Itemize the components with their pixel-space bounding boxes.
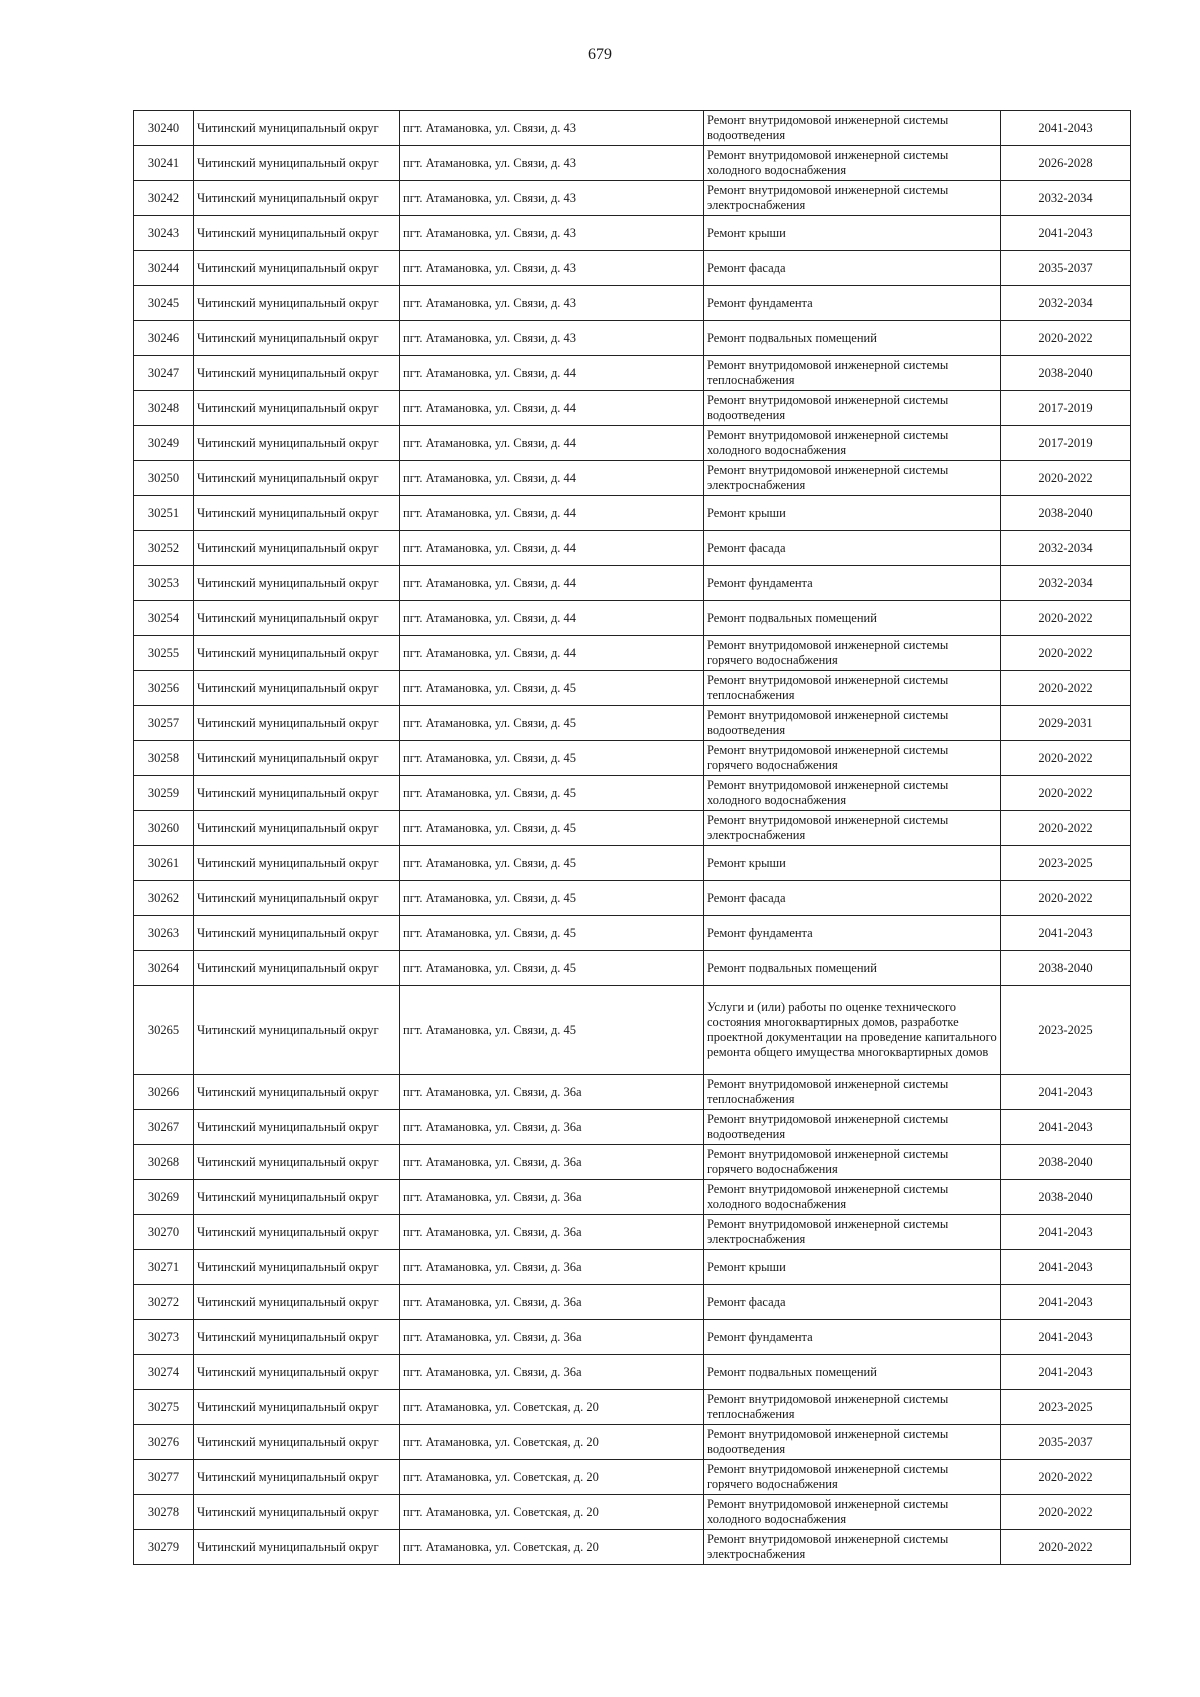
table-row (134, 1425, 1131, 1460)
table-row (134, 776, 1131, 811)
address-cell: пгт. Атамановка, ул. Связи, д. 45 (400, 706, 704, 741)
table-row (134, 1530, 1131, 1565)
row-number: 30253 (134, 566, 194, 601)
municipality-cell: Читинский муниципальный округ (194, 986, 400, 1075)
row-number: 30241 (134, 146, 194, 181)
address-cell: пгт. Атамановка, ул. Связи, д. 45 (400, 916, 704, 951)
work-type-cell: Ремонт внутридомовой инженерной системы водоотведения (704, 706, 1001, 741)
work-type-cell: Ремонт крыши (704, 846, 1001, 881)
table-row (134, 461, 1131, 496)
row-number: 30275 (134, 1390, 194, 1425)
row-number: 30273 (134, 1320, 194, 1355)
period-cell: 2026-2028 (1001, 146, 1131, 181)
period-cell: 2020-2022 (1001, 811, 1131, 846)
municipality-cell: Читинский муниципальный округ (194, 356, 400, 391)
municipality-cell: Читинский муниципальный округ (194, 741, 400, 776)
work-type-cell: Ремонт внутридомовой инженерной системы холодного водоснабжения (704, 1495, 1001, 1530)
row-number: 30272 (134, 1285, 194, 1320)
work-type-cell: Ремонт подвальных помещений (704, 321, 1001, 356)
address-cell: пгт. Атамановка, ул. Связи, д. 43 (400, 286, 704, 321)
municipality-cell: Читинский муниципальный округ (194, 1110, 400, 1145)
period-cell: 2041-2043 (1001, 1285, 1131, 1320)
work-type-cell: Ремонт внутридомовой инженерной системы холодного водоснабжения (704, 776, 1001, 811)
work-type-cell: Ремонт внутридомовой инженерной системы водоотведения (704, 1425, 1001, 1460)
period-cell: 2041-2043 (1001, 1250, 1131, 1285)
municipality-cell: Читинский муниципальный округ (194, 181, 400, 216)
row-number: 30252 (134, 531, 194, 566)
table-row (134, 1145, 1131, 1180)
table-row (134, 496, 1131, 531)
period-cell: 2032-2034 (1001, 286, 1131, 321)
row-number: 30265 (134, 986, 194, 1075)
period-cell: 2020-2022 (1001, 461, 1131, 496)
address-cell: пгт. Атамановка, ул. Советская, д. 20 (400, 1495, 704, 1530)
work-type-cell: Ремонт фундамента (704, 916, 1001, 951)
table-row (134, 846, 1131, 881)
address-cell: пгт. Атамановка, ул. Советская, д. 20 (400, 1425, 704, 1460)
row-number: 30255 (134, 636, 194, 671)
work-type-cell: Ремонт внутридомовой инженерной системы водоотведения (704, 391, 1001, 426)
period-cell: 2020-2022 (1001, 881, 1131, 916)
table-row (134, 1320, 1131, 1355)
work-type-cell: Ремонт внутридомовой инженерной системы теплоснабжения (704, 1075, 1001, 1110)
row-number: 30277 (134, 1460, 194, 1495)
row-number: 30269 (134, 1180, 194, 1215)
period-cell: 2041-2043 (1001, 1355, 1131, 1390)
address-cell: пгт. Атамановка, ул. Связи, д. 36а (400, 1355, 704, 1390)
row-number: 30260 (134, 811, 194, 846)
row-number: 30268 (134, 1145, 194, 1180)
row-number: 30263 (134, 916, 194, 951)
work-type-cell: Ремонт внутридомовой инженерной системы горячего водоснабжения (704, 741, 1001, 776)
address-cell: пгт. Атамановка, ул. Связи, д. 45 (400, 986, 704, 1075)
municipality-cell: Читинский муниципальный округ (194, 916, 400, 951)
address-cell: пгт. Атамановка, ул. Связи, д. 45 (400, 846, 704, 881)
address-cell: пгт. Атамановка, ул. Связи, д. 44 (400, 391, 704, 426)
address-cell: пгт. Атамановка, ул. Связи, д. 44 (400, 426, 704, 461)
row-number: 30266 (134, 1075, 194, 1110)
row-number: 30279 (134, 1530, 194, 1565)
municipality-cell: Читинский муниципальный округ (194, 811, 400, 846)
period-cell: 2035-2037 (1001, 1425, 1131, 1460)
address-cell: пгт. Атамановка, ул. Связи, д. 36а (400, 1180, 704, 1215)
period-cell: 2023-2025 (1001, 846, 1131, 881)
municipality-cell: Читинский муниципальный округ (194, 566, 400, 601)
page-number: 679 (588, 46, 612, 63)
row-number: 30278 (134, 1495, 194, 1530)
address-cell: пгт. Атамановка, ул. Связи, д. 43 (400, 321, 704, 356)
table-row (134, 881, 1131, 916)
municipality-cell: Читинский муниципальный округ (194, 1250, 400, 1285)
row-number: 30251 (134, 496, 194, 531)
row-number: 30244 (134, 251, 194, 286)
period-cell: 2020-2022 (1001, 1530, 1131, 1565)
table-row (134, 286, 1131, 321)
table-row (134, 531, 1131, 566)
row-number: 30249 (134, 426, 194, 461)
period-cell: 2017-2019 (1001, 426, 1131, 461)
row-number: 30274 (134, 1355, 194, 1390)
municipality-cell: Читинский муниципальный округ (194, 496, 400, 531)
municipality-cell: Читинский муниципальный округ (194, 951, 400, 986)
row-number: 30242 (134, 181, 194, 216)
row-number: 30248 (134, 391, 194, 426)
address-cell: пгт. Атамановка, ул. Связи, д. 44 (400, 356, 704, 391)
table-row (134, 1110, 1131, 1145)
municipality-cell: Читинский муниципальный округ (194, 1390, 400, 1425)
address-cell: пгт. Атамановка, ул. Связи, д. 36а (400, 1215, 704, 1250)
address-cell: пгт. Атамановка, ул. Связи, д. 36а (400, 1285, 704, 1320)
municipality-cell: Читинский муниципальный округ (194, 286, 400, 321)
period-cell: 2038-2040 (1001, 951, 1131, 986)
work-type-cell: Ремонт внутридомовой инженерной системы водоотведения (704, 111, 1001, 146)
period-cell: 2020-2022 (1001, 1495, 1131, 1530)
work-type-cell: Ремонт крыши (704, 1250, 1001, 1285)
table-row (134, 601, 1131, 636)
period-cell: 2035-2037 (1001, 251, 1131, 286)
municipality-cell: Читинский муниципальный округ (194, 1145, 400, 1180)
work-type-cell: Ремонт внутридомовой инженерной системы электроснабжения (704, 1215, 1001, 1250)
address-cell: пгт. Атамановка, ул. Связи, д. 45 (400, 881, 704, 916)
municipality-cell: Читинский муниципальный округ (194, 776, 400, 811)
address-cell: пгт. Атамановка, ул. Связи, д. 43 (400, 146, 704, 181)
repair-schedule-table (133, 110, 1131, 1565)
table-row (134, 1495, 1131, 1530)
row-number: 30267 (134, 1110, 194, 1145)
address-cell: пгт. Атамановка, ул. Связи, д. 44 (400, 531, 704, 566)
municipality-cell: Читинский муниципальный округ (194, 1460, 400, 1495)
work-type-cell: Ремонт внутридомовой инженерной системы холодного водоснабжения (704, 426, 1001, 461)
work-type-cell: Ремонт фасада (704, 251, 1001, 286)
row-number: 30261 (134, 846, 194, 881)
row-number: 30276 (134, 1425, 194, 1460)
work-type-cell: Ремонт фундамента (704, 286, 1001, 321)
address-cell: пгт. Атамановка, ул. Связи, д. 45 (400, 811, 704, 846)
row-number: 30247 (134, 356, 194, 391)
work-type-cell: Ремонт внутридомовой инженерной системы теплоснабжения (704, 1390, 1001, 1425)
address-cell: пгт. Атамановка, ул. Связи, д. 45 (400, 741, 704, 776)
period-cell: 2038-2040 (1001, 1180, 1131, 1215)
row-number: 30245 (134, 286, 194, 321)
work-type-cell: Ремонт внутридомовой инженерной системы холодного водоснабжения (704, 1180, 1001, 1215)
period-cell: 2020-2022 (1001, 601, 1131, 636)
address-cell: пгт. Атамановка, ул. Советская, д. 20 (400, 1390, 704, 1425)
row-number: 30254 (134, 601, 194, 636)
period-cell: 2032-2034 (1001, 181, 1131, 216)
work-type-cell: Ремонт фасада (704, 531, 1001, 566)
table-row (134, 391, 1131, 426)
period-cell: 2041-2043 (1001, 1215, 1131, 1250)
work-type-cell: Ремонт внутридомовой инженерной системы электроснабжения (704, 1530, 1001, 1565)
address-cell: пгт. Атамановка, ул. Связи, д. 36а (400, 1250, 704, 1285)
work-type-cell: Ремонт внутридомовой инженерной системы горячего водоснабжения (704, 636, 1001, 671)
municipality-cell: Читинский муниципальный округ (194, 706, 400, 741)
address-cell: пгт. Атамановка, ул. Связи, д. 44 (400, 461, 704, 496)
period-cell: 2041-2043 (1001, 1075, 1131, 1110)
table-row (134, 146, 1131, 181)
address-cell: пгт. Атамановка, ул. Связи, д. 36а (400, 1110, 704, 1145)
address-cell: пгт. Атамановка, ул. Связи, д. 36а (400, 1320, 704, 1355)
period-cell: 2041-2043 (1001, 216, 1131, 251)
row-number: 30257 (134, 706, 194, 741)
work-type-cell: Ремонт крыши (704, 216, 1001, 251)
municipality-cell: Читинский муниципальный округ (194, 216, 400, 251)
table-row (134, 1180, 1131, 1215)
address-cell: пгт. Атамановка, ул. Связи, д. 43 (400, 181, 704, 216)
work-type-cell: Ремонт внутридомовой инженерной системы теплоснабжения (704, 671, 1001, 706)
row-number: 30264 (134, 951, 194, 986)
period-cell: 2020-2022 (1001, 636, 1131, 671)
work-type-cell: Ремонт внутридомовой инженерной системы теплоснабжения (704, 356, 1001, 391)
municipality-cell: Читинский муниципальный округ (194, 846, 400, 881)
municipality-cell: Читинский муниципальный округ (194, 1425, 400, 1460)
table-row (134, 916, 1131, 951)
municipality-cell: Читинский муниципальный округ (194, 1285, 400, 1320)
address-cell: пгт. Атамановка, ул. Связи, д. 44 (400, 496, 704, 531)
municipality-cell: Читинский муниципальный округ (194, 461, 400, 496)
period-cell: 2023-2025 (1001, 1390, 1131, 1425)
table-row (134, 741, 1131, 776)
work-type-cell: Ремонт крыши (704, 496, 1001, 531)
municipality-cell: Читинский муниципальный округ (194, 1495, 400, 1530)
address-cell: пгт. Атамановка, ул. Советская, д. 20 (400, 1460, 704, 1495)
municipality-cell: Читинский муниципальный округ (194, 146, 400, 181)
address-cell: пгт. Атамановка, ул. Связи, д. 45 (400, 776, 704, 811)
row-number: 30246 (134, 321, 194, 356)
address-cell: пгт. Атамановка, ул. Связи, д. 43 (400, 251, 704, 286)
period-cell: 2023-2025 (1001, 986, 1131, 1075)
table-row (134, 1250, 1131, 1285)
table-row (134, 1285, 1131, 1320)
table-row (134, 566, 1131, 601)
work-type-cell: Ремонт внутридомовой инженерной системы холодного водоснабжения (704, 146, 1001, 181)
municipality-cell: Читинский муниципальный округ (194, 531, 400, 566)
table-row (134, 671, 1131, 706)
address-cell: пгт. Атамановка, ул. Связи, д. 45 (400, 951, 704, 986)
address-cell: пгт. Атамановка, ул. Связи, д. 45 (400, 671, 704, 706)
municipality-cell: Читинский муниципальный округ (194, 1180, 400, 1215)
municipality-cell: Читинский муниципальный округ (194, 1320, 400, 1355)
work-type-cell: Ремонт подвальных помещений (704, 1355, 1001, 1390)
period-cell: 2017-2019 (1001, 391, 1131, 426)
period-cell: 2041-2043 (1001, 111, 1131, 146)
table-row (134, 986, 1131, 1075)
municipality-cell: Читинский муниципальный округ (194, 636, 400, 671)
period-cell: 2029-2031 (1001, 706, 1131, 741)
work-type-cell: Ремонт фундамента (704, 566, 1001, 601)
municipality-cell: Читинский муниципальный округ (194, 111, 400, 146)
period-cell: 2020-2022 (1001, 1460, 1131, 1495)
municipality-cell: Читинский муниципальный округ (194, 601, 400, 636)
period-cell: 2020-2022 (1001, 776, 1131, 811)
work-type-cell: Ремонт внутридомовой инженерной системы электроснабжения (704, 811, 1001, 846)
table-row (134, 181, 1131, 216)
address-cell: пгт. Атамановка, ул. Связи, д. 43 (400, 216, 704, 251)
period-cell: 2041-2043 (1001, 916, 1131, 951)
period-cell: 2038-2040 (1001, 356, 1131, 391)
table-row (134, 811, 1131, 846)
period-cell: 2032-2034 (1001, 566, 1131, 601)
row-number: 30243 (134, 216, 194, 251)
table-row (134, 706, 1131, 741)
address-cell: пгт. Атамановка, ул. Связи, д. 36а (400, 1145, 704, 1180)
address-cell: пгт. Атамановка, ул. Связи, д. 43 (400, 111, 704, 146)
address-cell: пгт. Атамановка, ул. Связи, д. 44 (400, 566, 704, 601)
municipality-cell: Читинский муниципальный округ (194, 1530, 400, 1565)
row-number: 30256 (134, 671, 194, 706)
address-cell: пгт. Атамановка, ул. Связи, д. 36а (400, 1075, 704, 1110)
table-row (134, 111, 1131, 146)
table-row (134, 951, 1131, 986)
period-cell: 2038-2040 (1001, 1145, 1131, 1180)
municipality-cell: Читинский муниципальный округ (194, 671, 400, 706)
table-row (134, 636, 1131, 671)
table-row (134, 356, 1131, 391)
municipality-cell: Читинский муниципальный округ (194, 881, 400, 916)
period-cell: 2020-2022 (1001, 671, 1131, 706)
work-type-cell: Ремонт внутридомовой инженерной системы водоотведения (704, 1110, 1001, 1145)
row-number: 30259 (134, 776, 194, 811)
row-number: 30262 (134, 881, 194, 916)
period-cell: 2032-2034 (1001, 531, 1131, 566)
address-cell: пгт. Атамановка, ул. Советская, д. 20 (400, 1530, 704, 1565)
municipality-cell: Читинский муниципальный округ (194, 1355, 400, 1390)
work-type-cell: Услуги и (или) работы по оценке технического состояния многоквартирных домов, разработке проектной документации на проведение капитального ремонта общего имущества многоквартирных домов (704, 986, 1001, 1075)
municipality-cell: Читинский муниципальный округ (194, 1215, 400, 1250)
work-type-cell: Ремонт фасада (704, 881, 1001, 916)
table-row (134, 1390, 1131, 1425)
municipality-cell: Читинский муниципальный округ (194, 251, 400, 286)
row-number: 30250 (134, 461, 194, 496)
municipality-cell: Читинский муниципальный округ (194, 426, 400, 461)
work-type-cell: Ремонт фасада (704, 1285, 1001, 1320)
table-row (134, 1460, 1131, 1495)
period-cell: 2020-2022 (1001, 741, 1131, 776)
table-row (134, 1215, 1131, 1250)
row-number: 30271 (134, 1250, 194, 1285)
row-number: 30270 (134, 1215, 194, 1250)
work-type-cell: Ремонт фундамента (704, 1320, 1001, 1355)
municipality-cell: Читинский муниципальный округ (194, 321, 400, 356)
period-cell: 2020-2022 (1001, 321, 1131, 356)
address-cell: пгт. Атамановка, ул. Связи, д. 44 (400, 636, 704, 671)
work-type-cell: Ремонт внутридомовой инженерной системы горячего водоснабжения (704, 1460, 1001, 1495)
table-row (134, 321, 1131, 356)
work-type-cell: Ремонт внутридомовой инженерной системы электроснабжения (704, 181, 1001, 216)
work-type-cell: Ремонт внутридомовой инженерной системы горячего водоснабжения (704, 1145, 1001, 1180)
period-cell: 2041-2043 (1001, 1320, 1131, 1355)
work-type-cell: Ремонт подвальных помещений (704, 951, 1001, 986)
period-cell: 2038-2040 (1001, 496, 1131, 531)
row-number: 30258 (134, 741, 194, 776)
municipality-cell: Читинский муниципальный округ (194, 1075, 400, 1110)
table-row (134, 426, 1131, 461)
address-cell: пгт. Атамановка, ул. Связи, д. 44 (400, 601, 704, 636)
row-number: 30240 (134, 111, 194, 146)
work-type-cell: Ремонт внутридомовой инженерной системы электроснабжения (704, 461, 1001, 496)
table-row (134, 1075, 1131, 1110)
table-row (134, 1355, 1131, 1390)
municipality-cell: Читинский муниципальный округ (194, 391, 400, 426)
period-cell: 2041-2043 (1001, 1110, 1131, 1145)
table-row (134, 216, 1131, 251)
work-type-cell: Ремонт подвальных помещений (704, 601, 1001, 636)
table-row (134, 251, 1131, 286)
